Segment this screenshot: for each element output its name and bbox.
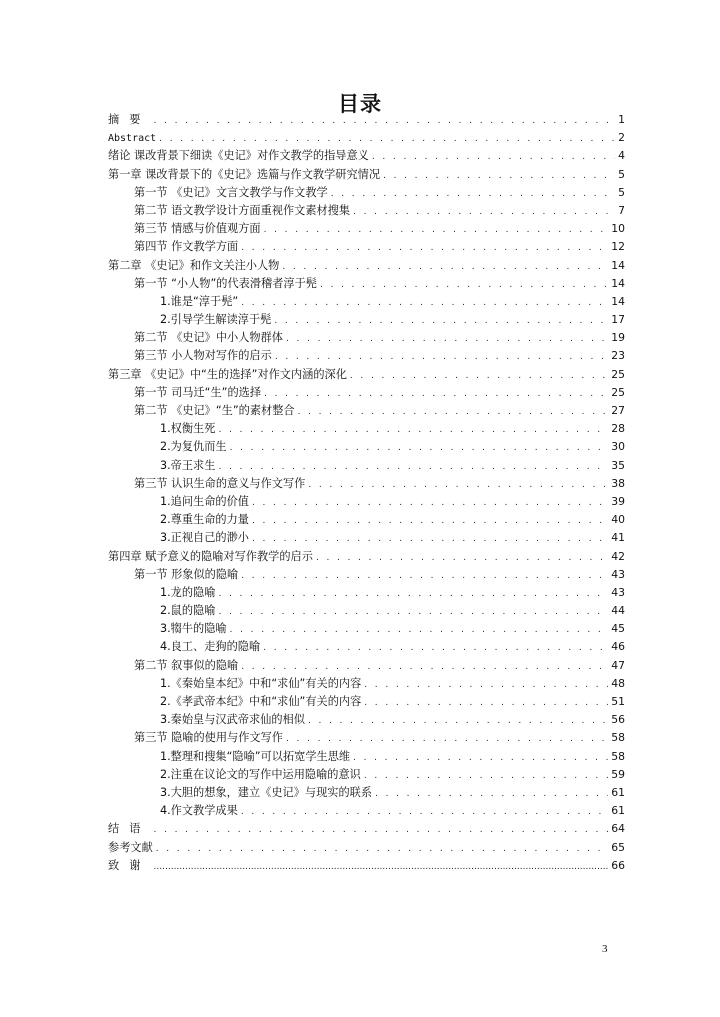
dot-leader [320,276,608,294]
toc-page: 17 [611,313,625,327]
toc-entry[interactable] [108,457,625,475]
toc-entry[interactable] [108,638,625,656]
toc-label: 第三节 情感与价值观方面 [134,222,261,236]
dot-leader [353,749,608,767]
toc-page: 7 [618,203,625,217]
toc-label: 第一节 司马迁“生”的选择 [134,385,262,399]
toc-entry[interactable] [108,820,625,838]
toc-entry[interactable] [108,420,625,438]
toc-page: 40 [611,513,625,527]
dot-leader [353,203,615,221]
toc-page: 5 [618,167,625,181]
toc-label: 第一节 “小人物”的代表滑稽者淳于髡 [134,276,317,290]
toc-entry[interactable] [108,802,625,820]
toc-page: 59 [611,767,625,781]
toc-page: 39 [611,494,625,508]
dot-leader [372,148,615,166]
toc-label: 第四节 作文教学方面 [134,240,239,254]
toc-label: 参考文献 [108,840,153,854]
dot-leader [264,385,608,403]
toc-entry[interactable] [108,347,625,365]
toc-label: 2.鼠的隐喻 [160,604,216,618]
toc-label: 第一章 课改背景下的《史记》选篇与作文教学研究情况 [108,167,381,181]
toc-page: 14 [611,258,625,272]
dot-leader [241,803,608,821]
toc-page: 44 [611,604,625,618]
toc-label: 1.谁是“淳于髡” [160,294,239,308]
dot-leader [275,348,608,366]
toc-label: 3.正视自己的渺小 [160,531,249,545]
toc-page: 47 [611,658,625,672]
toc-entry[interactable] [108,511,625,529]
dot-leader [364,676,608,694]
toc-label: 第一节 形象似的隐喻 [134,567,239,581]
toc-entry[interactable] [108,675,625,693]
dot-leader [264,221,609,239]
dot-leader [241,567,608,585]
dot-leader [241,239,608,257]
dot-leader [298,403,609,421]
toc-label: 第一节 《史记》文言文教学与作文教学 [134,185,328,199]
toc-page: 23 [611,349,625,363]
dot-leader [159,130,615,148]
dot-leader [286,730,608,748]
toc-entry[interactable] [108,166,625,184]
toc-label: 3.秦始皇与汉武帝求仙的相似 [160,713,305,727]
toc-entry[interactable] [108,566,625,584]
toc-page: 58 [611,749,625,763]
dot-leader [252,530,608,548]
toc-page: 38 [611,476,625,490]
toc-label: 1.整理和搜集“隐喻”可以拓宽学生思维 [160,749,351,763]
dot-leader [375,785,608,803]
toc-label: 绪论 课改背景下细读《史记》对作文教学的指导意义 [108,149,369,163]
dot-leader [241,658,608,676]
toc-entry[interactable] [108,366,625,384]
toc-entry[interactable] [108,529,625,547]
dot-leader [154,821,609,839]
dot-leader [282,258,608,276]
dot-leader [156,840,608,858]
toc-entry[interactable] [108,129,625,147]
toc-entry[interactable] [108,729,625,747]
dot-leader [263,639,608,657]
toc-entry[interactable] [108,748,625,766]
toc-label: 4.良工、走狗的隐喻 [160,640,261,654]
dot-leader [331,185,615,203]
toc-label: Abstract [108,133,157,145]
dot-leader [230,439,609,457]
toc-page: 66 [611,858,625,872]
toc-label: 摘要 [108,113,151,126]
toc-label: 1.权衡生死 [160,422,216,436]
table-of-contents [108,111,625,875]
toc-page: 65 [611,840,625,854]
toc-entry[interactable] [108,784,625,802]
toc-entry[interactable] [108,711,625,729]
toc-page: 10 [611,222,625,236]
toc-entry[interactable] [108,857,625,875]
toc-page: 43 [611,585,625,599]
toc-entry[interactable] [108,602,625,620]
dot-leader [230,621,609,639]
toc-label: 第二节 《史记》“生”的素材整合 [134,404,295,417]
toc-entry[interactable] [108,475,625,493]
toc-entry[interactable] [108,275,625,293]
page-number: 3 [602,943,608,955]
toc-label: 3.犓牛的隐喻 [160,622,227,636]
toc-entry[interactable] [108,620,625,638]
toc-page: 46 [611,640,625,654]
dot-leader [274,312,608,330]
toc-page: 2 [618,131,625,145]
toc-page: 4 [618,149,625,163]
dot-leader [364,694,608,712]
toc-entry[interactable] [108,311,625,329]
toc-page: 14 [611,276,625,290]
toc-page: 27 [611,404,625,417]
toc-page: 56 [611,713,625,727]
dot-leader [218,421,608,439]
toc-page: 1 [618,113,625,126]
toc-label: 第二节 《史记》中小人物群体 [134,331,283,345]
toc-entry[interactable] [108,693,625,711]
toc-page: 5 [618,185,625,199]
toc-page: 61 [611,785,625,799]
toc-label: 1.龙的隐喻 [160,585,216,599]
dot-leader [316,549,608,567]
dot-leader [308,476,608,494]
toc-label: 第二节 语文教学设计方面重视作文素材搜集 [134,203,351,217]
toc-page: 30 [611,440,625,454]
toc-entry[interactable] [108,384,625,402]
toc-label: 第三节 隐喻的使用与作文写作 [134,731,283,745]
toc-label: 第二章 《史记》和作文关注小人物 [108,258,280,272]
toc-label: 致谢 [108,858,151,872]
toc-entry[interactable] [108,111,625,129]
toc-entry[interactable] [108,147,625,165]
dot-leader [154,858,609,876]
toc-entry[interactable] [108,293,625,311]
toc-page: 42 [611,549,625,563]
toc-label: 3.帝王求生 [160,458,216,472]
toc-page: 19 [611,331,625,345]
dot-leader [350,367,608,385]
toc-page: 25 [611,385,625,399]
toc-label: 第二节 叙事似的隐喻 [134,658,239,672]
toc-entry[interactable] [108,329,625,347]
toc-entry[interactable] [108,548,625,566]
toc-label: 2.尊重生命的力量 [160,513,249,527]
toc-page: 43 [611,567,625,581]
toc-entry[interactable] [108,438,625,456]
toc-page: 35 [611,458,625,472]
toc-label: 第三节 小人物对写作的启示 [134,349,272,363]
dot-leader [218,603,608,621]
toc-label: 4.作文教学成果 [160,804,238,818]
toc-entry[interactable] [108,257,625,275]
toc-entry[interactable] [108,584,625,602]
toc-entry[interactable] [108,493,625,511]
toc-label: 2.为复仇而生 [160,440,227,454]
toc-page: 51 [611,695,625,708]
dot-leader [286,330,608,348]
toc-page: 58 [611,731,625,745]
toc-label: 3.大胆的想象，建立《史记》与现实的联系 [160,785,373,799]
dot-leader [383,167,615,185]
toc-label: 第三章 《史记》中“生的选择”对作文内涵的深化 [108,367,347,381]
toc-entry[interactable] [108,184,625,202]
toc-page: 61 [611,804,625,818]
toc-entry[interactable] [108,202,625,220]
toc-label: 结语 [108,822,151,836]
dot-leader [241,294,608,312]
toc-entry[interactable] [108,220,625,238]
toc-entry[interactable] [108,238,625,256]
toc-page: 45 [611,622,625,636]
toc-entry[interactable] [108,766,625,784]
toc-entry[interactable] [108,402,625,420]
toc-page: 28 [611,422,625,436]
toc-page: 64 [611,822,625,836]
toc-page: 25 [611,367,625,381]
toc-entry[interactable] [108,657,625,675]
dot-leader [252,512,608,530]
toc-page: 14 [611,294,625,308]
dot-leader [218,585,608,603]
toc-page: 12 [611,240,625,254]
dot-leader [252,494,608,512]
dot-leader [218,458,608,476]
toc-label: 第四章 赋予意义的隐喻对写作教学的启示 [108,549,313,563]
dot-leader [364,767,608,785]
toc-page: 48 [611,676,625,690]
toc-label: 1.追问生命的价值 [160,494,249,508]
toc-entry[interactable] [108,839,625,857]
toc-label: 第三节 认识生命的意义与作文写作 [134,476,306,490]
toc-label: 2.《孝武帝本纪》中和“求仙”有关的内容 [160,695,362,708]
toc-label: 2.引导学生解读淳于髡 [160,313,272,327]
toc-page: 41 [611,531,625,545]
page-title: 目录 [338,92,382,116]
toc-label: 1.《秦始皇本纪》中和“求仙”有关的内容 [160,676,362,690]
toc-label: 2.注重在议论文的写作中运用隐喻的意识 [160,767,361,781]
dot-leader [308,712,608,730]
dot-leader [154,112,616,130]
